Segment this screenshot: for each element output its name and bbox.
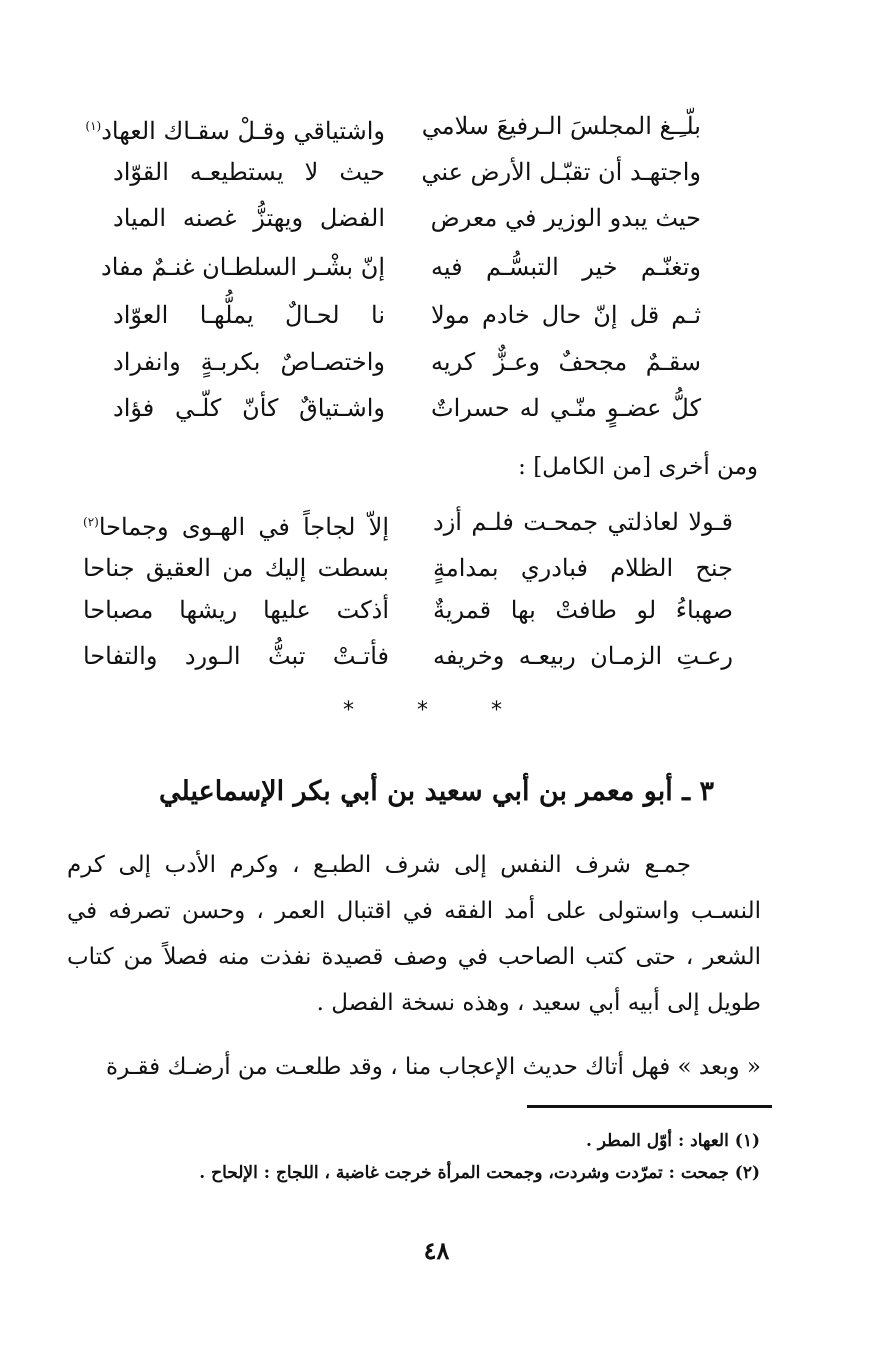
first-hemistich: رعـتِ الزمـان ربيعـه وخريفه [433, 642, 733, 670]
second-hemistich: واختصـاصٌ بكربـةٍ وانفراد [113, 348, 385, 376]
first-hemistich: صهباءُ لو طافتْ بها قمريةٌ [433, 596, 733, 624]
first-hemistich: وتغنّـم خير التبسُّـم فيه [431, 253, 701, 281]
verse-line [0, 388, 873, 434]
second-hemistich [85, 106, 385, 151]
hemistich-text: واشتياقي وقـلْ سقـاك العهاد [101, 117, 385, 145]
body-paragraph: جمـع شرف النفس إلى شرف الطبـع ، وكرم الأدب إلى كرم النسـب واستولى على أمد الفقه في اقتبال العمر ، وحسن تصرفه في الشعر ، حتى كتب الصاحب في وصف قصيدة نفذت منه فصلاً من كتاب طويل إلى أبيه أبي سعيد ، وهذه نسخة الفصل . [67, 852, 761, 1016]
first-hemistich: جنح الظلام فبادري بمدامةٍ [433, 554, 733, 582]
second-hemistich: حيث لا يستطيعـه القوّاد [113, 158, 385, 186]
footnote-ref: (١) [85, 119, 102, 133]
section-separator: * * * [343, 698, 530, 723]
second-hemistich: أذكت عليها ريشها مصباحا [83, 596, 389, 624]
second-hemistich: واشـتياقٌ كأنّ كلّـي فؤاد [113, 394, 385, 422]
first-hemistich: قـولا لعاذلتي جمحـت فلـم أزد [433, 508, 733, 536]
first-hemistich: ثـم قل إنّ حال خادم مولا [431, 301, 701, 329]
second-hemistich: فأتـتْ تبثُّ الـورد والتفاحا [83, 642, 389, 670]
first-hemistich: واجتهـد أن تقبّـل الأرض عني [421, 158, 701, 186]
verse-line [0, 636, 873, 682]
verse-line [0, 247, 873, 293]
verse-line [0, 198, 873, 244]
section-heading: ٣ ـ أبو معمر بن أبي سعيد بن أبي بكر الإسماعيلي [159, 776, 714, 807]
body-paragraph: « وبعد » فهل أتاك حديث الإعجاب منا ، وقد طلعـت من أرضـك فقـرة [106, 1054, 761, 1080]
second-hemistich: الفضل ويهتزُّ غصنه المياد [113, 204, 385, 232]
first-hemistich: حيث يبدو الوزير في معرض [430, 204, 701, 232]
footnote-ref: (٢) [83, 515, 99, 529]
hemistich-text: إلاّ لجاجاً في الهـوى وجماحا [98, 513, 389, 541]
second-hemistich: إنّ بشْـر السلطـان غنـمٌ مفاد [101, 253, 385, 281]
second-hemistich: نا لحـالٌ يملُّهـا العوّاد [113, 301, 385, 329]
verse-line [0, 152, 873, 198]
first-hemistich: بلّـِـغ المجلسَ الـرفيعَ سلامي [421, 112, 701, 140]
second-hemistich [83, 502, 389, 547]
footnote: (٢) جمحت : تمرّدت وشردت، وجمحت المرأة خرجت غاضبة ، اللجاج : الإلحاح . [199, 1163, 760, 1183]
verse-line [0, 106, 873, 152]
second-hemistich: بسطت إليك من العقيق جناحا [83, 554, 389, 582]
verse-line [0, 295, 873, 341]
footnote: (١) العهاد : أوّل المطر . [585, 1131, 760, 1151]
verse-line [0, 590, 873, 636]
poem-2-intro: ومن أخرى [من الكامل] : [518, 454, 758, 480]
first-hemistich: كلُّ عضـوٍ منّـي له حسراتٌ [431, 394, 701, 422]
first-hemistich: سقـمٌ مجحفٌ وعـزٌّ كريه [431, 348, 701, 376]
footnote-divider [527, 1105, 772, 1108]
page-number: ٤٨ [423, 1236, 450, 1265]
verse-line [0, 502, 873, 548]
verse-line [0, 548, 873, 594]
verse-line [0, 342, 873, 388]
